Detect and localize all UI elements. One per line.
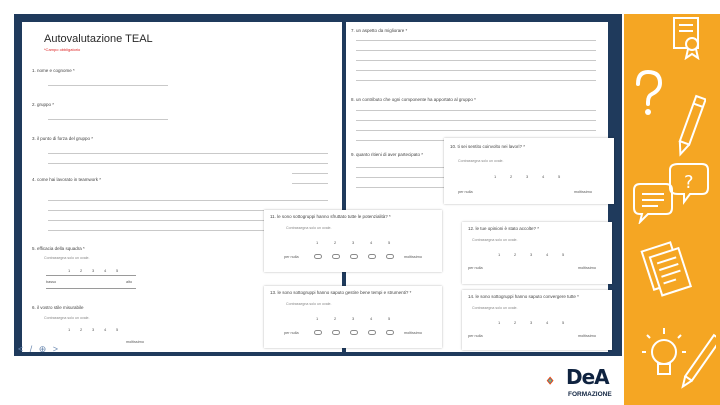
scale-number: 5 (116, 268, 119, 273)
answer-line[interactable] (356, 50, 596, 51)
question-12: 12. le tue opinioni è stato accolte? * (468, 226, 540, 231)
scale-number: 3 (530, 252, 533, 257)
answer-line[interactable] (356, 80, 596, 81)
radio-option[interactable] (350, 330, 358, 335)
question-14: 14. le sono sottogruppi hanno saputo convergere tutte * (468, 294, 579, 299)
scale-high-label: moltissimo (574, 190, 592, 194)
question-1: 1. nome e cognome * (32, 68, 75, 73)
scale-number: 2 (334, 240, 337, 245)
scale-number: 2 (334, 316, 337, 321)
form-title: Autovalutazione TEAL (44, 33, 153, 45)
scale-number: 3 (530, 320, 533, 325)
scale-high-label: moltissimo (126, 340, 144, 344)
hint: Contrassegna solo un ovale. (44, 256, 90, 260)
form-card-q12 (462, 222, 612, 284)
answer-line[interactable] (48, 153, 328, 154)
answer-line[interactable] (48, 119, 168, 120)
scale-number: 4 (542, 174, 545, 179)
form-card-q10 (444, 138, 614, 204)
radio-option[interactable] (386, 254, 394, 259)
scale-high-label: moltissimo (578, 266, 596, 270)
scale-number: 4 (370, 240, 373, 245)
scale-number: 1 (494, 174, 497, 179)
answer-line[interactable] (292, 183, 328, 184)
question-10: 10. ti sei sentito coinvolto nei lavori? * (450, 144, 526, 149)
scale-number: 4 (370, 316, 373, 321)
scale-number: 2 (510, 174, 513, 179)
scale-number: 2 (514, 320, 517, 325)
answer-line[interactable] (356, 177, 456, 178)
scale-number: 1 (316, 240, 319, 245)
scale-number: 1 (316, 316, 319, 321)
scale-number: 1 (498, 320, 501, 325)
scale-number: 4 (546, 252, 549, 257)
scale-number: 5 (562, 320, 565, 325)
question-3: 3. il punto di forza del gruppo * (32, 136, 94, 141)
scale-low-label: per nulla (284, 255, 299, 259)
scale-high-label: moltissimo (404, 255, 422, 259)
scale-number: 2 (80, 327, 83, 332)
scale-divider (46, 288, 136, 289)
scale-high-label: moltissimo (578, 334, 596, 338)
pencil-icon (676, 90, 706, 160)
answer-line[interactable] (356, 120, 596, 121)
scale-number: 3 (526, 174, 529, 179)
question-2: 2. gruppo * (32, 102, 55, 107)
radio-option[interactable] (332, 330, 340, 335)
scale-low-label: basso (46, 280, 57, 284)
answer-line[interactable] (292, 173, 328, 174)
chat-question-icon (630, 162, 710, 224)
scale-number: 5 (562, 252, 565, 257)
scale-low-label: per nulla (458, 190, 473, 194)
scale-number: 5 (558, 174, 561, 179)
answer-line[interactable] (48, 163, 328, 164)
scale-number: 2 (80, 268, 83, 273)
certificate-icon (670, 16, 706, 60)
scale-divider (46, 275, 136, 276)
scale-number: 1 (68, 268, 71, 273)
brand-logo-subtitle: FORMAZIONE (568, 391, 612, 398)
question-5: 5. efficacia della squadra * (32, 246, 85, 251)
slide-nav-controls[interactable]: < / ⊕ > (18, 344, 61, 354)
radio-option[interactable] (314, 254, 322, 259)
answer-line[interactable] (356, 130, 596, 131)
question-icon (628, 68, 668, 120)
scale-low-label: per nulla (284, 331, 299, 335)
question-4: 4. come hai lavorato in teamwork * (32, 177, 102, 182)
hint: Contrassegna solo un ovale. (286, 302, 332, 306)
hint: Contrassegna solo un ovale. (458, 159, 504, 163)
form-card-q13 (264, 286, 442, 348)
documents-icon (638, 236, 702, 312)
scale-low-label: per nulla (468, 266, 483, 270)
scale-number: 3 (92, 268, 95, 273)
answer-line[interactable] (356, 40, 596, 41)
scale-number: 4 (104, 268, 107, 273)
hint: Contrassegna solo un ovale. (286, 226, 332, 230)
answer-line[interactable] (356, 167, 456, 168)
scale-number: 2 (514, 252, 517, 257)
scale-number: 3 (352, 240, 355, 245)
hint: Contrassegna solo un ovale. (44, 316, 90, 320)
sidebar-decoration (624, 14, 720, 405)
hint: Contrassegna solo un ovale. (472, 238, 518, 242)
answer-line[interactable] (356, 70, 596, 71)
radio-option[interactable] (368, 330, 376, 335)
screenshot-frame (14, 14, 622, 356)
radio-option[interactable] (368, 254, 376, 259)
scale-low-label: per nulla (468, 334, 483, 338)
question-8: 8. un contributo che ogni componente ha apportato al gruppo * (351, 97, 476, 102)
lightbulb-icon (640, 322, 716, 398)
radio-option[interactable] (314, 330, 322, 335)
answer-line[interactable] (48, 200, 328, 201)
radio-option[interactable] (386, 330, 394, 335)
scale-number: 5 (388, 240, 391, 245)
scale-number: 4 (104, 327, 107, 332)
scale-number: 5 (116, 327, 119, 332)
answer-line[interactable] (356, 110, 596, 111)
scale-number: 3 (352, 316, 355, 321)
required-note: *Campo obbligatorio (44, 47, 81, 52)
scale-number: 5 (388, 316, 391, 321)
answer-line[interactable] (48, 220, 278, 221)
question-11: 11. le sono sottogruppi hanno sfruttato tutte le potenzialità? * (270, 214, 391, 219)
question-7: 7. un aspetto da migliorare * (351, 28, 408, 33)
radio-option[interactable] (332, 254, 340, 259)
scale-number: 3 (92, 327, 95, 332)
answer-line[interactable] (356, 60, 596, 61)
svg-text:?: ? (684, 172, 694, 193)
question-9: 9. quanto ritieni di aver partecipato * (351, 152, 424, 157)
scale-high-label: moltissimo (404, 331, 422, 335)
form-card-q11 (264, 210, 442, 272)
scale-number: 1 (498, 252, 501, 257)
hint: Contrassegna solo un ovale. (472, 306, 518, 310)
answer-line[interactable] (48, 85, 168, 86)
answer-line[interactable] (48, 230, 278, 231)
radio-option[interactable] (350, 254, 358, 259)
brand-logo-text: DeA (566, 365, 609, 389)
scale-number: 1 (68, 327, 71, 332)
answer-line[interactable] (356, 187, 456, 188)
question-6: 6. il vostro stile misurabile (32, 305, 84, 310)
question-13: 13. le sono sottogruppi hanno saputo gestire bene tempi e strumenti? * (270, 290, 412, 295)
scale-high-label: alto (126, 280, 133, 284)
scale-number: 4 (546, 320, 549, 325)
form-card-q14 (462, 290, 612, 350)
